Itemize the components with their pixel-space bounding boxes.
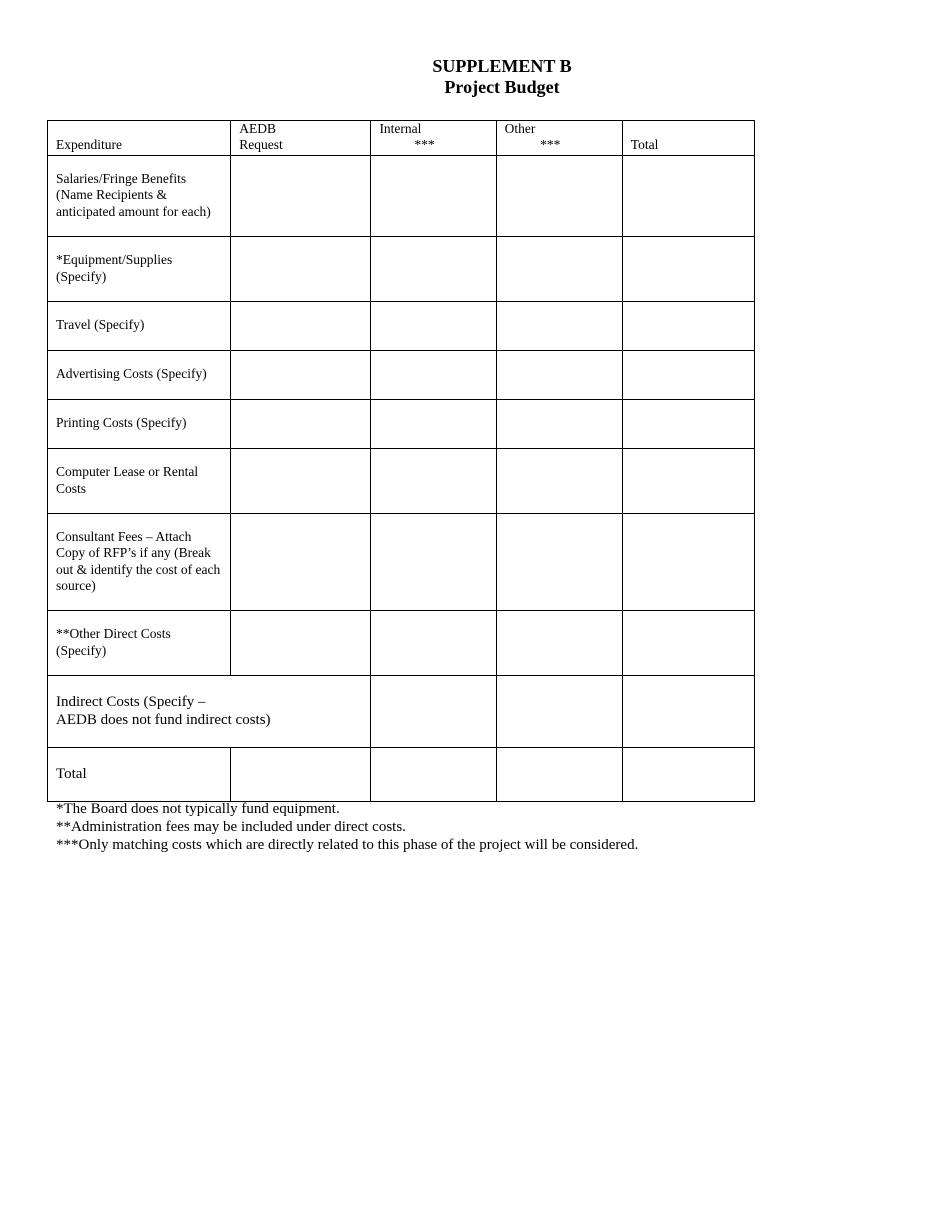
table-row-printing	[48, 399, 755, 448]
label-salaries: Salaries/Fringe Benefits (Name Recipients & anticipated amount for each)	[48, 155, 231, 236]
table-row-other-direct	[48, 610, 755, 675]
cell-equipment-aedb[interactable]	[231, 236, 371, 301]
cell-total-total[interactable]	[622, 747, 754, 801]
cell-advertising-internal[interactable]	[371, 350, 496, 399]
header-aedb-request	[231, 121, 371, 156]
label-other-direct: **Other Direct Costs (Specify)	[48, 610, 231, 675]
document-subtitle: Project Budget	[444, 77, 560, 97]
cell-printing-total[interactable]	[622, 399, 754, 448]
footnote-matching-costs: ***Only matching costs which are directly related to this phase of the project will be considered.	[56, 837, 639, 853]
header-other-marker: ***	[540, 137, 561, 153]
label-equipment: *Equipment/Supplies (Specify)	[48, 236, 231, 301]
label-total: Total	[48, 747, 231, 801]
header-other	[496, 121, 622, 156]
cell-other-direct-total[interactable]	[622, 610, 754, 675]
header-aedb-line2: Request	[239, 137, 283, 153]
header-other-label: Other	[504, 121, 536, 136]
label-indirect	[48, 675, 371, 747]
footnote-equipment: *The Board does not typically fund equipment.	[56, 801, 340, 817]
table-row-equipment	[48, 236, 755, 301]
header-expenditure: Expenditure	[48, 121, 231, 156]
cell-travel-total[interactable]	[622, 301, 754, 350]
cell-computer-total[interactable]	[622, 448, 754, 513]
header-total: Total	[622, 121, 754, 156]
cell-printing-aedb[interactable]	[231, 399, 371, 448]
label-indirect-line1: Indirect Costs (Specify –	[56, 694, 206, 711]
label-consultant: Consultant Fees – Attach Copy of RFP’s if any (Break out & identify the cost of each source)	[48, 513, 231, 610]
cell-computer-other[interactable]	[496, 448, 622, 513]
cell-advertising-other[interactable]	[496, 350, 622, 399]
footnotes	[56, 800, 638, 854]
cell-equipment-internal[interactable]	[371, 236, 496, 301]
cell-salaries-total[interactable]	[622, 155, 754, 236]
table-row-advertising	[48, 350, 755, 399]
cell-other-direct-aedb[interactable]	[231, 610, 371, 675]
label-indirect-line2: AEDB does not fund indirect costs)	[56, 712, 271, 729]
cell-consultant-other[interactable]	[496, 513, 622, 610]
cell-salaries-aedb[interactable]	[231, 155, 371, 236]
header-internal-marker: ***	[414, 137, 435, 153]
header-aedb-line1: AEDB	[239, 121, 276, 136]
footnote-administration: **Administration fees may be included under direct costs.	[56, 819, 406, 835]
cell-advertising-aedb[interactable]	[231, 350, 371, 399]
cell-printing-internal[interactable]	[371, 399, 496, 448]
cell-travel-other[interactable]	[496, 301, 622, 350]
cell-indirect-internal[interactable]	[371, 675, 496, 747]
budget-table	[47, 120, 755, 802]
cell-computer-aedb[interactable]	[231, 448, 371, 513]
cell-consultant-aedb[interactable]	[231, 513, 371, 610]
cell-equipment-total[interactable]	[622, 236, 754, 301]
cell-total-other[interactable]	[496, 747, 622, 801]
cell-equipment-other[interactable]	[496, 236, 622, 301]
cell-total-aedb[interactable]	[231, 747, 371, 801]
cell-other-direct-internal[interactable]	[371, 610, 496, 675]
label-travel: Travel (Specify)	[48, 301, 231, 350]
cell-consultant-total[interactable]	[622, 513, 754, 610]
table-header-row	[48, 121, 755, 156]
table-row-salaries	[48, 155, 755, 236]
cell-computer-internal[interactable]	[371, 448, 496, 513]
cell-other-direct-other[interactable]	[496, 610, 622, 675]
header-internal-label: Internal	[379, 121, 422, 136]
cell-indirect-total[interactable]	[622, 675, 754, 747]
cell-indirect-other[interactable]	[496, 675, 622, 747]
cell-travel-internal[interactable]	[371, 301, 496, 350]
document-title: SUPPLEMENT B	[432, 56, 572, 76]
cell-advertising-total[interactable]	[622, 350, 754, 399]
label-printing: Printing Costs (Specify)	[48, 399, 231, 448]
table-row-total	[48, 747, 755, 801]
table-row-travel	[48, 301, 755, 350]
cell-printing-other[interactable]	[496, 399, 622, 448]
cell-salaries-other[interactable]	[496, 155, 622, 236]
header-internal	[371, 121, 496, 156]
label-advertising: Advertising Costs (Specify)	[48, 350, 231, 399]
label-computer: Computer Lease or Rental Costs	[48, 448, 231, 513]
table-row-consultant	[48, 513, 755, 610]
table-row-computer	[48, 448, 755, 513]
cell-travel-aedb[interactable]	[231, 301, 371, 350]
cell-salaries-internal[interactable]	[371, 155, 496, 236]
cell-total-internal[interactable]	[371, 747, 496, 801]
cell-consultant-internal[interactable]	[371, 513, 496, 610]
table-row-indirect	[48, 675, 755, 747]
document-title-block	[402, 56, 602, 98]
